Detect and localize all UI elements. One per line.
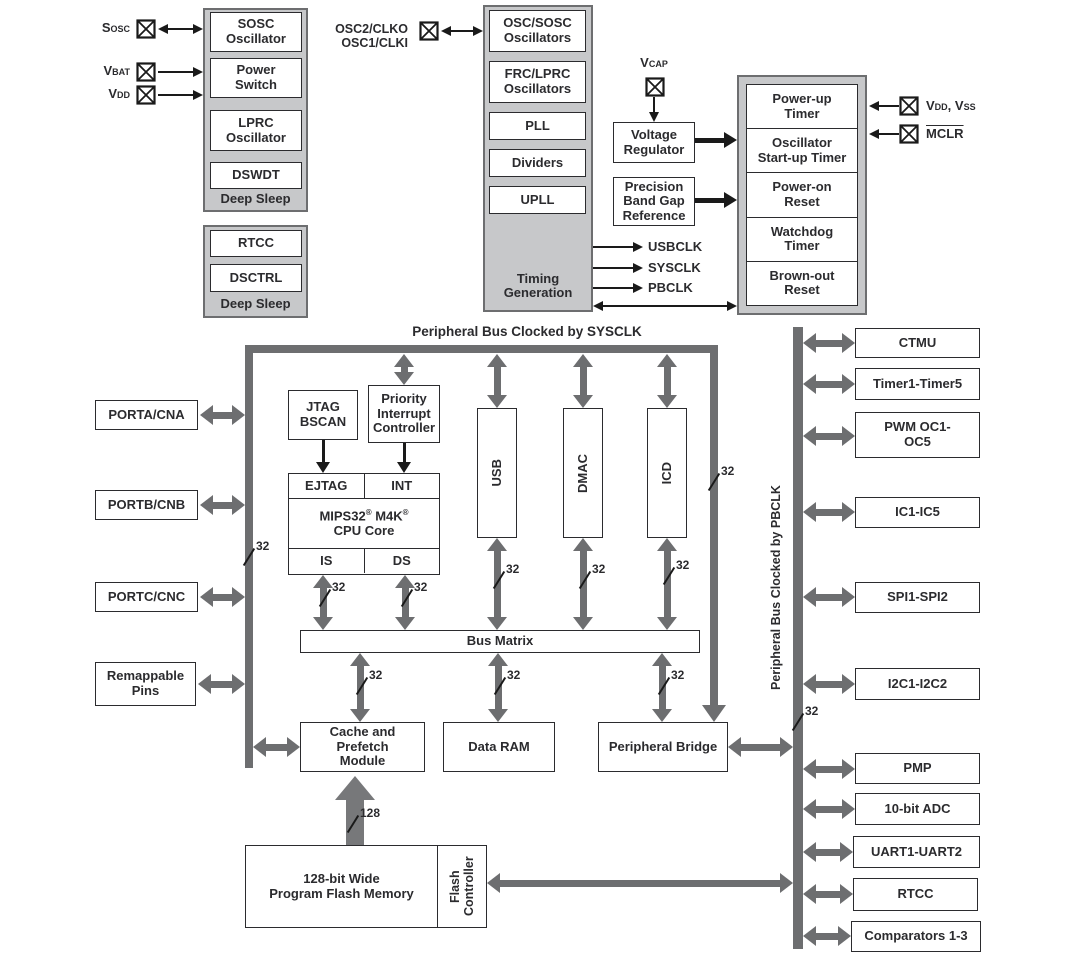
band-gap-box: Precision Band Gap Reference — [613, 177, 695, 226]
bus-width-label: 32 — [671, 668, 685, 682]
vdd-pin-label: VDD — [108, 86, 130, 101]
bus-width-slash — [579, 570, 591, 590]
peripheral-box-pwm: PWM OC1-OC5 — [855, 412, 980, 458]
arrow-vcap-regulator — [649, 97, 659, 122]
bus-width-slash — [494, 676, 506, 696]
sysclk-bus-top — [245, 345, 718, 353]
ejtag-cell: EJTAG — [289, 474, 365, 498]
jtag-bscan-box: JTAG BSCAN — [288, 390, 358, 440]
arrow-sosc-pin-oscillator — [158, 24, 203, 34]
power-switch-box: Power Switch — [210, 58, 302, 98]
bus-width-label: 32 — [592, 562, 606, 576]
flash-controller-cell: Flash Controller — [448, 856, 476, 917]
arrow-bus-uart — [803, 842, 853, 862]
peripheral-box-i2c: I2C1-I2C2 — [855, 668, 980, 700]
oscillator-startup-timer-cell: Oscillator Start-up Timer — [747, 128, 857, 172]
brown-out-reset-cell: Brown-out Reset — [747, 261, 857, 305]
bus-width-label: 32 — [507, 668, 521, 682]
arrow-mclr-reset — [869, 129, 899, 139]
bus-width-label: 128 — [360, 806, 381, 820]
arrow-bus-pmp — [803, 759, 855, 779]
mclr-pin-label: MCLR — [926, 126, 964, 141]
arrow-vdd-pin-powerswitch — [158, 90, 203, 100]
timing-generation-caption: Timing Generation — [503, 271, 573, 301]
bus-width-slash — [243, 547, 255, 567]
bus-width-label: 32 — [721, 464, 735, 478]
lprc-oscillator-box: LPRC Oscillator — [210, 110, 302, 151]
sosc-oscillator-box: SOSC Oscillator — [210, 12, 302, 52]
arrow-regulator-reset — [695, 132, 737, 148]
reset-block — [746, 84, 858, 306]
vdd-vss-pin-icon — [899, 96, 919, 116]
bus-width-slash — [401, 588, 413, 608]
bus-width-slash — [708, 472, 720, 492]
cpu-core-block — [288, 473, 440, 575]
pbclk-label: PBCLK — [648, 280, 693, 295]
arrow-bus-pic — [394, 354, 414, 385]
data-ram-box: Data RAM — [443, 722, 555, 772]
deep-sleep-osc-caption: Deep Sleep — [220, 191, 291, 206]
watchdog-timer-cell: Watchdog Timer — [747, 217, 857, 261]
vdd-pin-icon — [136, 85, 156, 105]
dswdt-box: DSWDT — [210, 162, 302, 189]
dividers-box: Dividers — [489, 149, 586, 177]
arrow-usbclk — [593, 242, 643, 252]
arrow-bus-ctmu — [803, 333, 855, 353]
sysclk-bus-label: Peripheral Bus Clocked by SYSCLK — [412, 324, 642, 339]
sysclk-bus-right — [710, 345, 718, 705]
arrow-bus-icd — [657, 354, 677, 408]
arrow-bus-spi — [803, 587, 855, 607]
sosc-pin-label: SOSC — [101, 20, 130, 35]
peripheral-box-ic: IC1-IC5 — [855, 497, 980, 528]
arrow-bus-pwm — [803, 426, 855, 446]
peripheral-box-timer: Timer1-Timer5 — [855, 368, 980, 400]
sysclk-bus-bridge-arrowhead — [702, 705, 726, 722]
osc-sosc-oscillators-box: OSC/SOSC Oscillators — [489, 10, 586, 52]
arrow-osc-pin-timing — [441, 26, 483, 36]
arrow-flashctrl-pbclkbus — [487, 873, 793, 893]
arrow-timing-reset — [593, 301, 737, 311]
peripheral-box-uart: UART1-UART2 — [853, 836, 980, 868]
mclr-pin-icon — [899, 124, 919, 144]
icd-box: ICD — [647, 408, 687, 538]
sysclk-label: SYSCLK — [648, 260, 701, 275]
arrow-bus-comparators — [803, 926, 851, 946]
arrow-jtag-ejtag — [316, 440, 330, 473]
cache-prefetch-box: Cache and Prefetch Module — [300, 722, 425, 772]
vbat-pin-label: VBAT — [103, 63, 130, 78]
arrow-pic-int — [397, 443, 411, 473]
int-cell: INT — [391, 477, 413, 493]
usb-box: USB — [477, 408, 517, 538]
peripheral-box-pmp: PMP — [855, 753, 980, 784]
frc-lprc-oscillators-box: FRC/LPRC Oscillators — [489, 61, 586, 103]
arrow-pbclk — [593, 283, 643, 293]
bus-width-label: 32 — [369, 668, 383, 682]
bus-width-label: 32 — [506, 562, 520, 576]
arrow-bus-adc — [803, 799, 855, 819]
osc-clk-pin-icon — [419, 21, 439, 41]
remappable-pins-box: Remappable Pins — [95, 662, 196, 706]
osc-clk-pin-label: OSC2/CLKO OSC1/CLKI — [335, 22, 408, 51]
arrow-leftbus-cache — [253, 737, 300, 757]
bus-width-label: 32 — [676, 558, 690, 572]
priority-interrupt-controller-box: Priority Interrupt Controller — [368, 385, 440, 443]
ds-cell: DS — [392, 552, 411, 568]
program-flash-memory-cell: 128-bit Wide Program Flash Memory — [246, 846, 438, 927]
voltage-regulator-box: Voltage Regulator — [613, 122, 695, 163]
rtcc-ds-box: RTCC — [210, 230, 302, 257]
vcap-pin-label: VCAP — [640, 55, 668, 70]
bus-width-slash — [347, 814, 359, 834]
bus-width-slash — [658, 676, 670, 696]
arrow-bus-i2c — [803, 674, 855, 694]
arrow-portb-bus — [200, 495, 245, 515]
porta-box: PORTA/CNA — [95, 400, 198, 430]
arrow-bus-usb — [487, 354, 507, 408]
arrow-bus-dmac — [573, 354, 593, 408]
peripheral-box-comparators: Comparators 1-3 — [851, 921, 981, 952]
peripheral-box-adc: 10-bit ADC — [855, 793, 980, 825]
arrow-bus-ic — [803, 502, 855, 522]
bus-width-slash — [792, 712, 804, 732]
arrow-bandgap-reset — [695, 192, 737, 208]
is-cell: IS — [289, 549, 365, 573]
arrow-vbat-pin-powerswitch — [158, 67, 203, 77]
arrow-portc-bus — [200, 587, 245, 607]
bus-width-slash — [663, 566, 675, 586]
peripheral-box-spi: SPI1-SPI2 — [855, 582, 980, 613]
vcap-pin-icon — [645, 77, 665, 97]
vdd-vss-pin-label: VDD, VSS — [926, 98, 976, 113]
arrow-bridge-pbclkbus — [728, 737, 793, 757]
pbclk-bus — [793, 327, 803, 949]
portb-box: PORTB/CNB — [95, 490, 198, 520]
bus-width-label: 32 — [414, 580, 428, 594]
program-flash-box — [245, 845, 487, 928]
bus-width-slash — [493, 570, 505, 590]
pll-box: PLL — [489, 112, 586, 140]
arrow-porta-bus — [200, 405, 245, 425]
pbclk-bus-label: Peripheral Bus Clocked by PBCLK — [769, 485, 783, 691]
portc-box: PORTC/CNC — [95, 582, 198, 612]
bus-width-label: 32 — [332, 580, 346, 594]
arrow-vddvss-reset — [869, 101, 899, 111]
deep-sleep-rtcc-caption: Deep Sleep — [220, 296, 291, 311]
vbat-pin-icon — [136, 62, 156, 82]
sosc-pin-icon — [136, 19, 156, 39]
upll-box: UPLL — [489, 186, 586, 214]
peripheral-box-ctmu: CTMU — [855, 328, 980, 358]
arrow-bus-timer — [803, 374, 855, 394]
arrow-remappable-bus — [198, 674, 245, 694]
arrow-bus-rtcc — [803, 884, 853, 904]
dsctrl-box: DSCTRL — [210, 264, 302, 292]
dmac-box: DMAC — [563, 408, 603, 538]
power-on-reset-cell: Power-on Reset — [747, 172, 857, 216]
bus-matrix-box: Bus Matrix — [300, 630, 700, 653]
power-up-timer-cell: Power-up Timer — [772, 91, 832, 121]
peripheral-box-rtcc: RTCC — [853, 878, 978, 911]
usbclk-label: USBCLK — [648, 239, 703, 254]
bus-width-label: 32 — [805, 704, 819, 718]
mips-core-cell: MIPS32® M4K® CPU Core — [289, 499, 439, 549]
bus-width-slash — [356, 676, 368, 696]
bus-width-label: 32 — [256, 539, 270, 553]
peripheral-bridge-box: Peripheral Bridge — [598, 722, 728, 772]
arrow-sysclk — [593, 263, 643, 273]
bus-width-slash — [319, 588, 331, 608]
